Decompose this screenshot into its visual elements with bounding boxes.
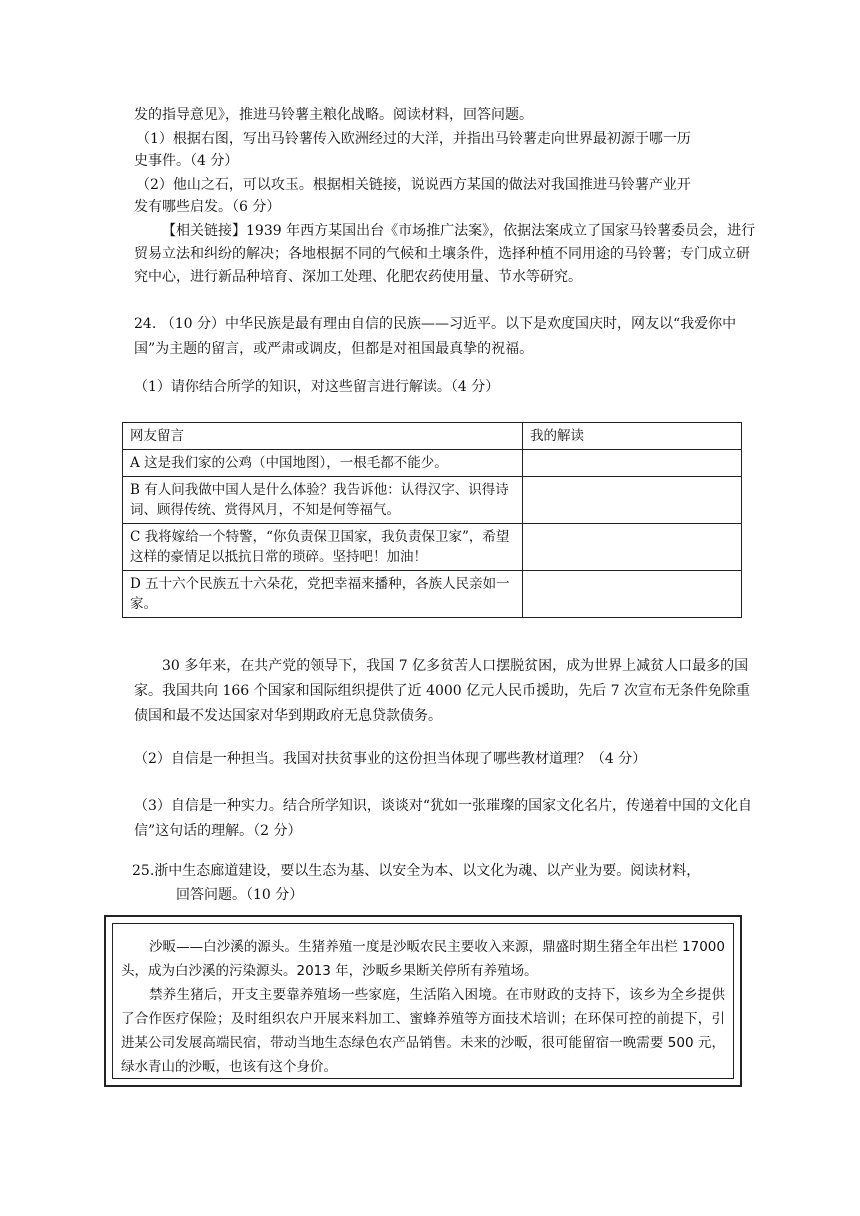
reading-cell[interactable]	[523, 524, 742, 571]
message-table	[122, 422, 742, 618]
table-row	[123, 450, 742, 477]
q23-sub1-line2: 史事件。（4 分）	[134, 153, 239, 169]
q23-sub1-line1: （1）根据右图，写出马铃薯传入欧洲经过的大洋，并指出马铃薯走向世界最初源于哪一历	[136, 131, 691, 147]
q24-sub2: （2）自信是一种担当。我国对扶贫事业的这份担当体现了哪些教材道理？（4 分）	[134, 751, 647, 767]
table-row	[123, 524, 742, 571]
q24-material: 30 多年来，在共产党的领导下，我国 7 亿多贫苦人口摆脱贫困，成为世界上减贫人口最多的国家。我国共向 166 个国家和国际组织提供了近 4000 亿元人民币援助，先后 7 次宣布无条件免除重债国和最不发达国家对华到期政府无息贷款债务。	[134, 658, 750, 724]
message-cell: B 有人问我做中国人是什么体验？我告诉他：认得汉字、识得诗词、顾得传统、赏得风月，不知是何等福气。	[123, 477, 523, 524]
q23-sub2-line1: （2）他山之石，可以攻玉。根据相关链接，说说西方某国的做法对我国推进马铃薯产业开	[136, 177, 691, 193]
q23-intro: 发的指导意见》，推进马铃薯主粮化战略。阅读材料，回答问题。	[134, 107, 533, 123]
header-reading: 我的解读	[523, 423, 742, 450]
q24-sub3: （3）自信是一种实力。结合所学知识，谈谈对“犹如一张璀璨的国家文化名片，传递着中国的文化自信”这句话的理解。（2 分）	[134, 798, 753, 839]
message-cell: D 五十六个民族五十六朵花，党把幸福来播种，各族人民亲如一家。	[123, 571, 523, 618]
table-row	[123, 571, 742, 618]
reading-cell[interactable]	[523, 477, 742, 524]
q24-stem: 24. （10 分）中华民族是最有理由自信的民族——习近平。以下是欢度国庆时，网友以“我爱你中国”为主题的留言，或严肃或调皮，但都是对祖国最真挚的祝福。	[134, 316, 737, 357]
material-paragraph-1: 沙畈——白沙溪的源头。生猪养殖一度是沙畈农民主要收入来源，鼎盛时期生猪全年出栏 17000 头，成为白沙溪的污染源头。2013 年，沙畈乡果断关停所有养殖场。	[121, 939, 725, 979]
message-cell: A 这是我们家的公鸡（中国地图），一根毛都不能少。	[123, 450, 523, 477]
material-paragraph-2: 禁养生猪后，开支主要靠养殖场一些家庭，生活陷入困境。在市财政的支持下，该乡为全乡提供了合作医疗保险；及时组织农户开展来料加工、蜜蜂养殖等方面技术培训；在环保可控的前提下，引进某公司发展高端民宿，带动当地生态绿色农产品销售。未来的沙畈，很可能留宿一晚需要 500 元，绿水青山的沙畈，也该有这个身价。	[121, 987, 725, 1075]
q24-sub1: （1）请你结合所学的知识，对这些留言进行解读。（4 分）	[134, 379, 500, 395]
table-header-row	[123, 423, 742, 450]
table-row	[123, 477, 742, 524]
material-box	[112, 923, 734, 1079]
q23-sub2-line2: 发有哪些启发。（6 分）	[134, 199, 281, 215]
header-message: 网友留言	[123, 423, 523, 450]
q25-stem-line2: 回答问题。（10 分）	[176, 887, 304, 903]
reading-cell[interactable]	[523, 571, 742, 618]
reading-cell[interactable]	[523, 450, 742, 477]
message-cell: C 我将嫁给一个特警，“你负责保卫国家，我负责保卫家”，希望这样的豪情足以抵抗日常的琐碎。坚持吧！加油！	[123, 524, 523, 571]
q23-related-link: 【相关链接】1939 年西方某国出台《市场推广法案》，依据法案成立了国家马铃薯委员会，进行贸易立法和纠纷的解决；各地根据不同的气候和土壤条件，选择种植不同用途的马铃薯；专门成立研究中心，进行新品种培育、深加工处理、化肥农药使用量、节水等研究。	[134, 223, 756, 285]
q25-stem-line1: 25.浙中生态廊道建设，要以生态为基、以安全为本、以文化为魂、以产业为要。阅读材料，	[132, 863, 701, 879]
